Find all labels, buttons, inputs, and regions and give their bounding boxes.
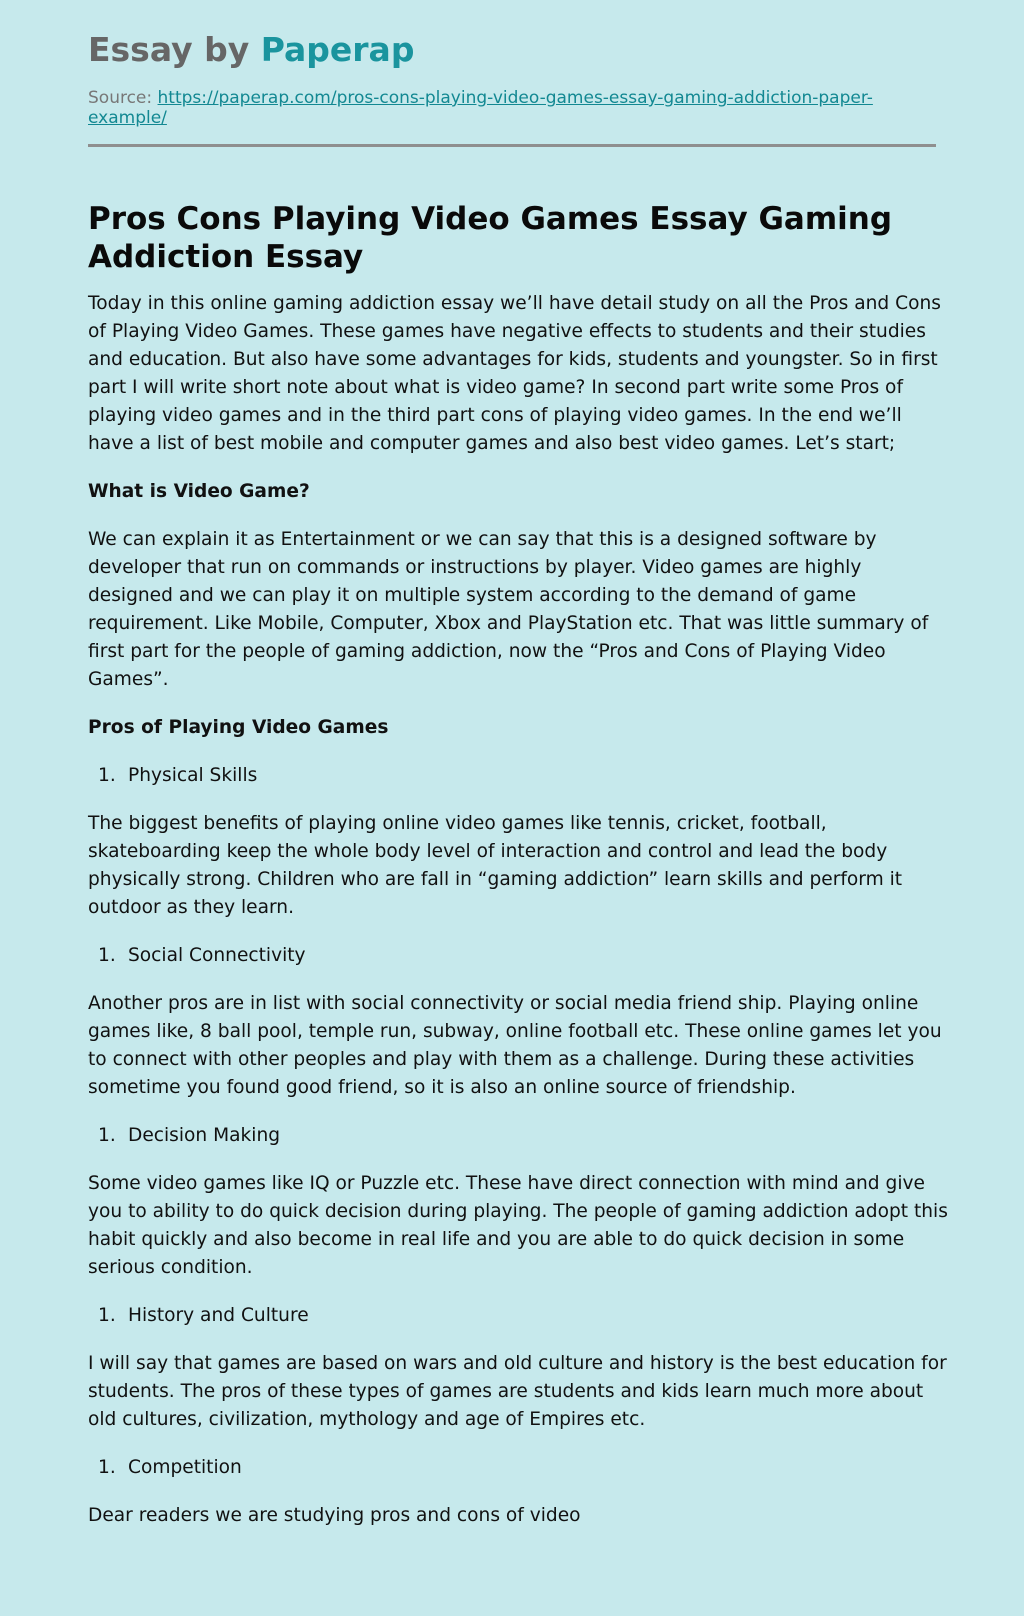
list-item-decision-making <box>88 1122 948 1150</box>
source-line <box>88 88 938 128</box>
section-paragraph: Another pros are in list with social connectivity or social media friend ship. Playing online games like, 8 ball pool, temple run, subway, online football etc. These online games let you to connect with other peoples and play with them as a challenge. During these activities sometime you found good friend, so it is also an online source of friendship. <box>88 993 942 1098</box>
brand-prefix: Essay by <box>88 30 261 69</box>
list-number: 1. <box>98 1125 116 1146</box>
source-link[interactable]: https://paperap.com/pros-cons-playing-video-games-essay-gaming-addiction-paper-example/ <box>88 88 873 128</box>
section-paragraph: I will say that games are based on wars and old culture and history is the best education for students. The pros of these types of games are students and kids learn much more about old cultures, civilization, mythology and age of Empires etc. <box>88 1353 947 1430</box>
list-item-physical-skills <box>88 762 948 790</box>
list-item-social-connectivity <box>88 942 948 970</box>
site-brand[interactable] <box>88 28 414 72</box>
article-body <box>88 200 948 1550</box>
list-number: 1. <box>98 765 116 786</box>
list-item-title: Decision Making <box>128 1125 281 1146</box>
article-title: Pros Cons Playing Video Games Essay Gaming Addiction Essay <box>88 201 893 275</box>
list-item-title: Physical Skills <box>128 765 258 786</box>
list-item-title: Social Connectivity <box>128 945 306 966</box>
brand-name: Paperap <box>260 30 415 69</box>
intro-paragraph: Today in this online gaming addiction essay we’ll have detail study on all the Pros and Cons of Playing Video Games. These games have negative effects to students and their studies and education. But also have some advantages for kids, students and youngster. So in first part I will write short note about what is video game? In second part write some Pros of playing video games and in the third part cons of playing video games. In the end we’ll have a list of best mobile and computer games and also best video games. Let’s start; <box>88 293 941 454</box>
section-paragraph: The biggest benefits of playing online video games like tennis, cricket, football, skateboarding keep the whole body level of interaction and control and lead the body physically strong. Children who are fall in “gaming addiction” learn skills and perform it outdoor as they learn. <box>88 813 903 918</box>
what-paragraph: We can explain it as Entertainment or we can say that this is a designed software by developer that run on commands or instructions by player. Video games are highly designed and we can play it on multiple system according to the demand of game requirement. Like Mobile, Computer, Xbox and PlayStation etc. That was little summary of first part for the people of gaming addiction, now the “Pros and Cons of Playing Video Games”. <box>88 529 929 690</box>
list-number: 1. <box>98 1457 116 1478</box>
list-number: 1. <box>98 945 116 966</box>
section-paragraph: Some video games like IQ or Puzzle etc. These have direct connection with mind and give you to ability to do quick decision during playing. The people of gaming addiction adopt this habit quickly and also become in real life and you are able to do quick decision in some serious condition. <box>88 1173 948 1278</box>
list-item-title: Competition <box>128 1457 242 1478</box>
header-divider <box>88 144 936 147</box>
list-item-history-culture <box>88 1302 948 1330</box>
list-number: 1. <box>98 1305 116 1326</box>
source-label: Source: <box>88 88 158 108</box>
section-paragraph: Dear readers we are studying pros and cons of video <box>88 1505 581 1526</box>
pros-heading: Pros of Playing Video Games <box>88 717 389 738</box>
what-heading: What is Video Game? <box>88 481 310 502</box>
list-item-competition <box>88 1454 948 1482</box>
list-item-title: History and Culture <box>128 1305 309 1326</box>
